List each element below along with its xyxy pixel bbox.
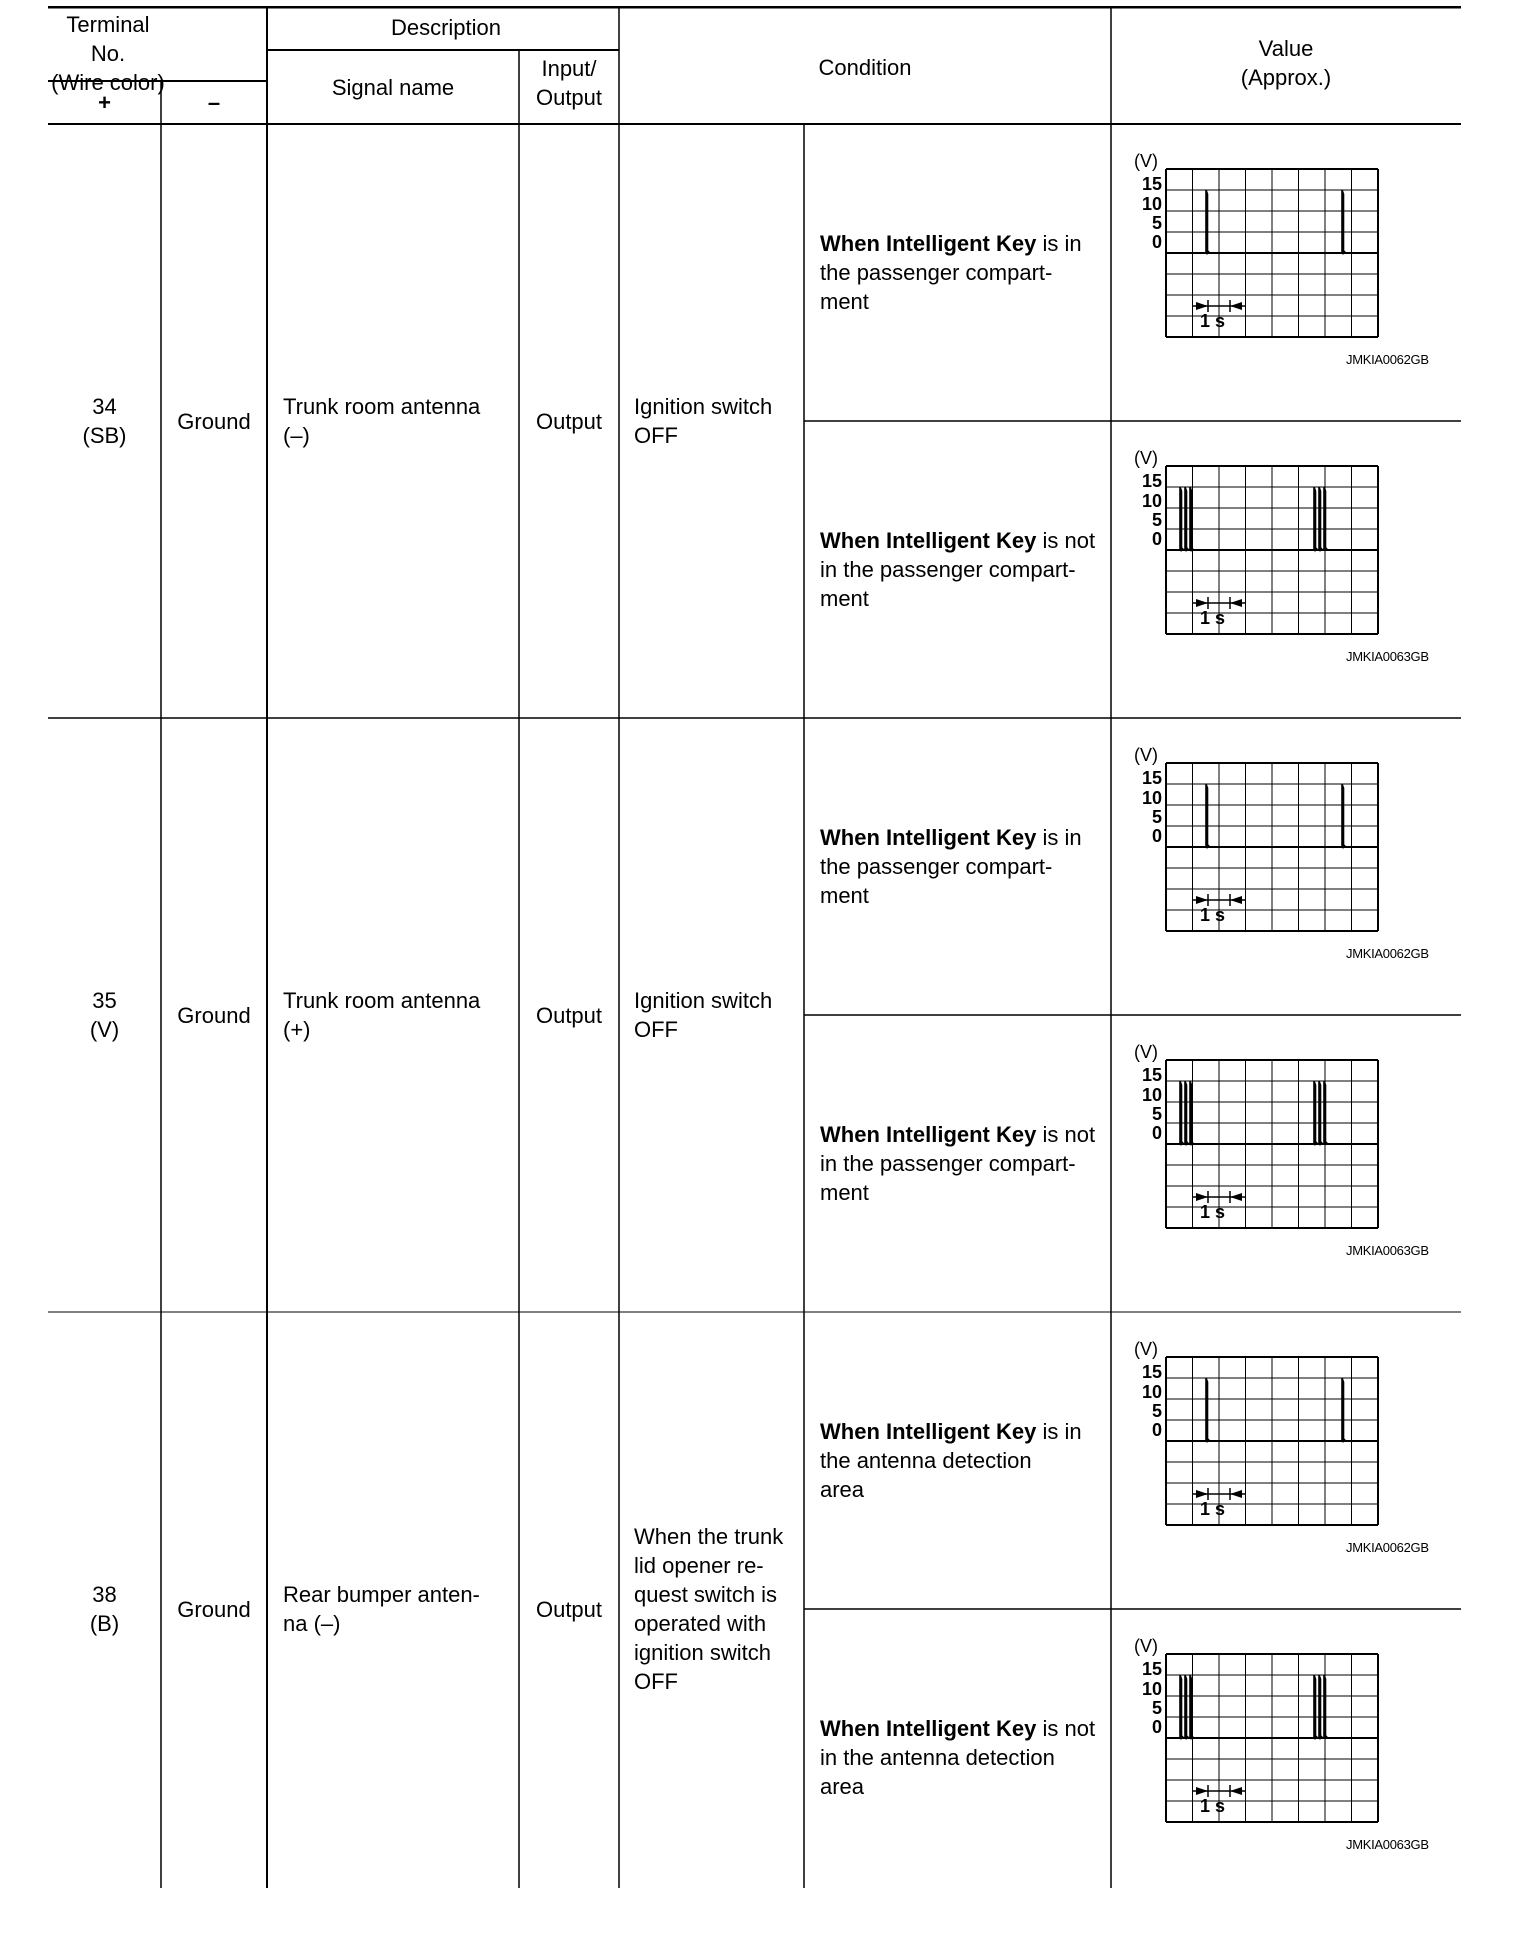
- waveform-pulse: [1185, 1675, 1188, 1738]
- input-output-cell: Output: [535, 1596, 603, 1622]
- signal-name-cell: [283, 124, 513, 718]
- scope-y-tick: 5: [1151, 807, 1162, 827]
- terminal-number-cell: [48, 124, 161, 718]
- header-plus: +: [98, 89, 111, 115]
- terminal-number-cell: [48, 1312, 161, 1906]
- scope-grid: [1134, 161, 1454, 381]
- waveform-pulse: [1319, 1081, 1322, 1144]
- signal-name-line: na (–): [283, 1611, 341, 1636]
- scope-y-tick: 5: [1151, 1104, 1162, 1124]
- sub-condition-cell: [820, 1015, 1110, 1312]
- sub-condition-text: When Intelligent Key: [820, 528, 1037, 553]
- scope-time-label: 1 s: [1200, 1796, 1226, 1816]
- figure-code: JMKIA0063GB: [1346, 1837, 1429, 1852]
- time-marker-arrow-right: [1196, 1193, 1208, 1201]
- time-marker-arrow-left: [1230, 896, 1242, 904]
- waveform-pulse: [1319, 487, 1322, 550]
- sub-condition-cell: [820, 1312, 1110, 1609]
- ground-terminal: Ground: [177, 408, 251, 434]
- scope-unit-label: (V): [1134, 151, 1158, 171]
- header-output-label: Output: [535, 85, 603, 110]
- scope-grid: [1134, 1646, 1454, 1866]
- figure-code: JMKIA0063GB: [1346, 1243, 1429, 1258]
- terminal-spec-table: [48, 6, 1461, 1888]
- waveform-scope: [1134, 151, 1454, 381]
- sub-condition-line: [820, 584, 1110, 613]
- scope-y-tick: 10: [1141, 1382, 1162, 1402]
- condition-line: ignition switch: [634, 1640, 771, 1665]
- input-output-cell: Output: [535, 408, 603, 434]
- waveform-pulse: [1314, 487, 1317, 550]
- condition-line: operated with: [634, 1611, 767, 1636]
- figure-code: JMKIA0062GB: [1346, 352, 1429, 367]
- waveform-pulse: [1206, 190, 1209, 253]
- scope-y-tick: 10: [1141, 788, 1162, 808]
- signal-name-line: Trunk room antenna: [283, 988, 481, 1013]
- scope-time-label: 1 s: [1200, 1202, 1226, 1222]
- signal-name-line: (–): [283, 423, 310, 448]
- condition-line: When the trunk: [634, 1524, 784, 1549]
- sub-condition-line: [820, 555, 1110, 584]
- signal-name-cell: [283, 718, 513, 1312]
- waveform-pulse: [1324, 487, 1327, 550]
- sub-condition-line: [820, 823, 1110, 852]
- sub-condition-text: is in: [1036, 825, 1082, 850]
- sub-condition-text: in the antenna detection: [820, 1745, 1055, 1770]
- waveform-pulse: [1342, 190, 1345, 253]
- sub-condition-line: [820, 229, 1110, 258]
- scope-unit-label: (V): [1134, 1636, 1158, 1656]
- time-marker-arrow-right: [1196, 599, 1208, 607]
- ground-terminal: Ground: [177, 1002, 251, 1028]
- sub-condition-line: [820, 287, 1110, 316]
- scope-y-tick: 5: [1151, 1401, 1162, 1421]
- condition-line: Ignition switch: [634, 394, 773, 419]
- sub-condition-line: [820, 1743, 1110, 1772]
- wire-color: (B): [89, 1611, 120, 1636]
- waveform-pulse: [1319, 1675, 1322, 1738]
- header-input-output: [519, 54, 619, 112]
- header-minus: –: [207, 89, 221, 115]
- header-input-label: Input/: [541, 56, 597, 81]
- time-marker-arrow-left: [1230, 599, 1242, 607]
- sub-condition-line: [820, 1475, 1110, 1504]
- sub-condition-cell: [820, 421, 1110, 718]
- sub-condition-line: [820, 852, 1110, 881]
- terminal-number: 35: [92, 988, 117, 1013]
- sub-condition-line: [820, 1120, 1110, 1149]
- condition-line: OFF: [634, 423, 678, 448]
- condition-line: Ignition switch: [634, 988, 773, 1013]
- waveform-scope: [1134, 1339, 1454, 1569]
- sub-condition-text: ment: [820, 1180, 869, 1205]
- scope-y-tick: 0: [1151, 1717, 1162, 1737]
- header-description: Description: [390, 14, 502, 40]
- scope-grid: [1134, 1052, 1454, 1272]
- scope-time-label: 1 s: [1200, 905, 1226, 925]
- time-marker-arrow-right: [1196, 896, 1208, 904]
- sub-condition-text: When Intelligent Key: [820, 1122, 1037, 1147]
- scope-y-tick: 15: [1141, 471, 1162, 491]
- scope-time-label: 1 s: [1200, 1499, 1226, 1519]
- signal-name-line: Rear bumper anten-: [283, 1582, 480, 1607]
- sub-condition-text: When Intelligent Key: [820, 825, 1037, 850]
- time-marker-arrow-left: [1230, 1787, 1242, 1795]
- waveform-scope: [1134, 448, 1454, 678]
- sub-condition-text: is in: [1036, 1419, 1082, 1444]
- waveform-pulse: [1185, 1081, 1188, 1144]
- sub-condition-text: area: [820, 1477, 865, 1502]
- condition-line: lid opener re-: [634, 1553, 764, 1578]
- figure-code: JMKIA0062GB: [1346, 946, 1429, 961]
- sub-condition-text: is not: [1036, 1716, 1096, 1741]
- waveform-pulse: [1314, 1081, 1317, 1144]
- condition-line: OFF: [634, 1669, 678, 1694]
- header-terminal-no-label: Terminal No.: [66, 12, 150, 66]
- waveform-pulse: [1180, 487, 1183, 550]
- condition-line: quest switch is: [634, 1582, 778, 1607]
- scope-y-tick: 15: [1141, 1362, 1162, 1382]
- scope-y-tick: 0: [1151, 232, 1162, 252]
- terminal-number-cell: [48, 718, 161, 1312]
- sub-condition-text: the passenger compart-: [820, 854, 1053, 879]
- terminal-number: 34: [92, 394, 117, 419]
- waveform-pulse: [1185, 487, 1188, 550]
- waveform-pulse: [1342, 784, 1345, 847]
- sub-condition-line: [820, 1149, 1110, 1178]
- sub-condition-text: the antenna detection: [820, 1448, 1032, 1473]
- waveform-pulse: [1342, 1378, 1345, 1441]
- scope-y-tick: 15: [1141, 174, 1162, 194]
- waveform-pulse: [1180, 1081, 1183, 1144]
- scope-y-tick: 10: [1141, 194, 1162, 214]
- scope-grid: [1134, 458, 1454, 678]
- waveform-pulse: [1206, 784, 1209, 847]
- sub-condition-text: When Intelligent Key: [820, 1419, 1037, 1444]
- condition-cell: [634, 718, 802, 1312]
- wire-color: (SB): [82, 423, 127, 448]
- sub-condition-text: in the passenger compart-: [820, 1151, 1076, 1176]
- scope-y-tick: 15: [1141, 1065, 1162, 1085]
- sub-condition-text: When Intelligent Key: [820, 1716, 1037, 1741]
- scope-grid: [1134, 1349, 1454, 1569]
- sub-condition-text: is not: [1036, 528, 1096, 553]
- scope-y-tick: 0: [1151, 1123, 1162, 1143]
- header-value: [1111, 34, 1461, 92]
- scope-unit-label: (V): [1134, 1339, 1158, 1359]
- waveform-scope: [1134, 745, 1454, 975]
- waveform-scope: [1134, 1636, 1454, 1866]
- sub-condition-line: [820, 1178, 1110, 1207]
- sub-condition-line: [820, 881, 1110, 910]
- scope-unit-label: (V): [1134, 745, 1158, 765]
- sub-condition-line: [820, 1446, 1110, 1475]
- input-output-cell: Output: [535, 1002, 603, 1028]
- scope-unit-label: (V): [1134, 1042, 1158, 1062]
- sub-condition-text: ment: [820, 883, 869, 908]
- wire-color: (V): [89, 1017, 120, 1042]
- sub-condition-text: in the passenger compart-: [820, 557, 1076, 582]
- time-marker-arrow-left: [1230, 1490, 1242, 1498]
- sub-condition-text: ment: [820, 289, 869, 314]
- sub-condition-text: is in: [1036, 231, 1082, 256]
- scope-time-label: 1 s: [1200, 608, 1226, 628]
- sub-condition-text: When Intelligent Key: [820, 231, 1037, 256]
- sub-condition-cell: [820, 1609, 1110, 1906]
- waveform-pulse: [1206, 1378, 1209, 1441]
- scope-y-tick: 0: [1151, 826, 1162, 846]
- header-value-label: Value: [1258, 36, 1314, 61]
- time-marker-arrow-left: [1230, 1193, 1242, 1201]
- time-marker-arrow-right: [1196, 1490, 1208, 1498]
- scope-y-tick: 10: [1141, 1085, 1162, 1105]
- scope-y-tick: 15: [1141, 1659, 1162, 1679]
- sub-condition-cell: [820, 718, 1110, 1015]
- time-marker-arrow-right: [1196, 302, 1208, 310]
- waveform-pulse: [1314, 1675, 1317, 1738]
- time-marker-arrow-right: [1196, 1787, 1208, 1795]
- sub-condition-line: [820, 1772, 1110, 1801]
- time-marker-arrow-left: [1230, 302, 1242, 310]
- header-approx-label: (Approx.): [1240, 65, 1332, 90]
- sub-condition-text: is not: [1036, 1122, 1096, 1147]
- scope-y-tick: 0: [1151, 1420, 1162, 1440]
- sub-condition-line: [820, 1417, 1110, 1446]
- condition-cell: [634, 124, 802, 718]
- waveform-pulse: [1324, 1081, 1327, 1144]
- scope-y-tick: 5: [1151, 510, 1162, 530]
- scope-y-tick: 15: [1141, 768, 1162, 788]
- scope-y-tick: 10: [1141, 1679, 1162, 1699]
- signal-name-line: Trunk room antenna: [283, 394, 481, 419]
- signal-name-cell: [283, 1312, 513, 1906]
- header-wire-color-label: (Wire color): [51, 70, 165, 95]
- terminal-number: 38: [92, 1582, 117, 1607]
- scope-y-tick: 10: [1141, 491, 1162, 511]
- sub-condition-text: ment: [820, 586, 869, 611]
- ground-terminal: Ground: [177, 1596, 251, 1622]
- figure-code: JMKIA0062GB: [1346, 1540, 1429, 1555]
- sub-condition-line: [820, 258, 1110, 287]
- sub-condition-cell: [820, 124, 1110, 421]
- signal-name-line: (+): [283, 1017, 311, 1042]
- figure-code: JMKIA0063GB: [1346, 649, 1429, 664]
- header-signal-name: Signal name: [331, 74, 455, 100]
- scope-time-label: 1 s: [1200, 311, 1226, 331]
- waveform-pulse: [1324, 1675, 1327, 1738]
- scope-y-tick: 5: [1151, 1698, 1162, 1718]
- scope-y-tick: 0: [1151, 529, 1162, 549]
- scope-grid: [1134, 755, 1454, 975]
- waveform-scope: [1134, 1042, 1454, 1272]
- condition-line: OFF: [634, 1017, 678, 1042]
- sub-condition-text: area: [820, 1774, 865, 1799]
- sub-condition-line: [820, 526, 1110, 555]
- scope-unit-label: (V): [1134, 448, 1158, 468]
- sub-condition-line: [820, 1714, 1110, 1743]
- sub-condition-text: the passenger compart-: [820, 260, 1053, 285]
- waveform-pulse: [1180, 1675, 1183, 1738]
- scope-y-tick: 5: [1151, 213, 1162, 233]
- header-condition: Condition: [818, 54, 912, 80]
- condition-cell: [634, 1312, 802, 1906]
